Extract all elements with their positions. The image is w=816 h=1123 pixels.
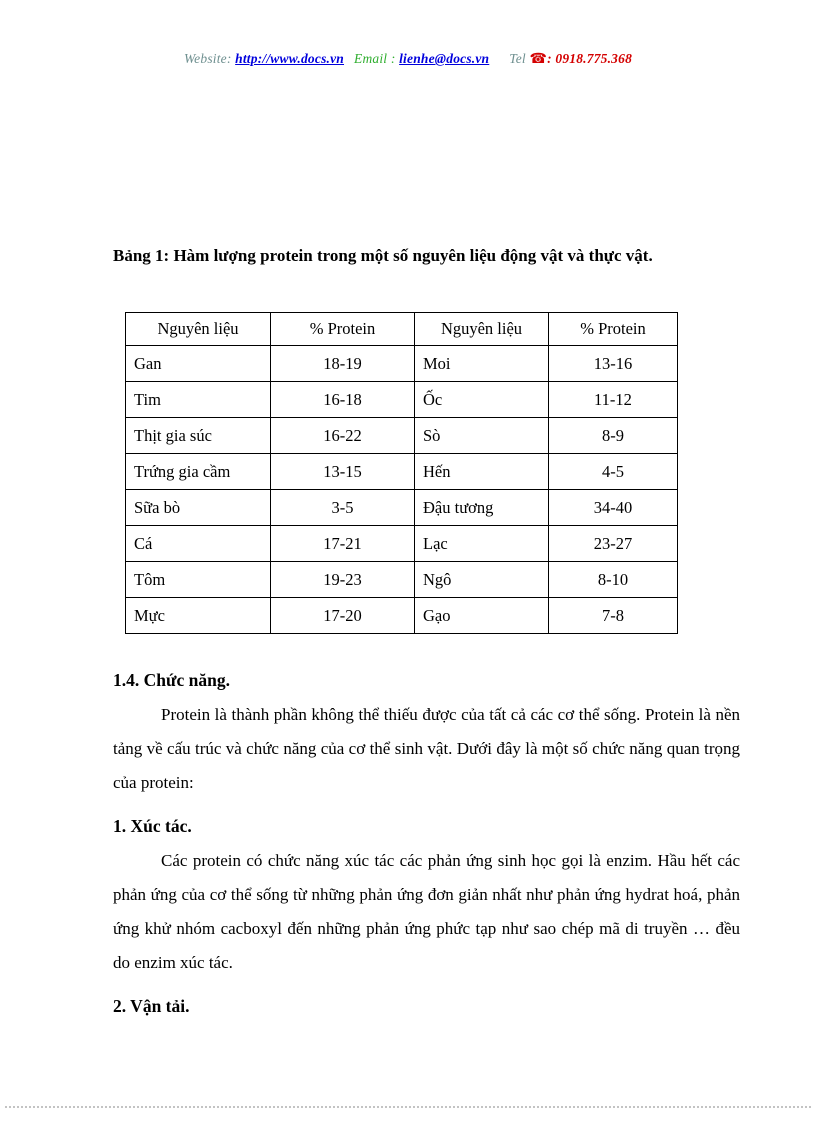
section-heading-van-tai: 2. Vận tải. xyxy=(113,996,190,1016)
table-cell-value: 13-15 xyxy=(271,454,415,490)
table-cell-value: 17-20 xyxy=(271,598,415,634)
table-cell-name: Đậu tương xyxy=(415,490,549,526)
protein-table xyxy=(125,312,678,634)
document-header xyxy=(0,51,816,68)
table-row xyxy=(126,454,678,490)
table-header-row xyxy=(126,313,678,346)
table-cell-name: Moi xyxy=(415,346,549,382)
table-row xyxy=(126,562,678,598)
table-cell-name: Mực xyxy=(126,598,271,634)
table-cell-name: Sữa bò xyxy=(126,490,271,526)
table-row xyxy=(126,490,678,526)
website-label: Website: xyxy=(183,51,236,66)
paragraph-chuc-nang: Protein là thành phần không thể thiếu được của tất cả các cơ thể sống. Protein là nền tảng về cấu trúc và chức năng của cơ thể sinh vật. Dưới đây là một số chức năng quan trọng của protein: xyxy=(113,705,740,792)
table-header-cell: Nguyên liệu xyxy=(126,313,271,346)
section-heading-chuc-nang: 1.4. Chức năng. xyxy=(113,670,230,690)
table-row xyxy=(126,382,678,418)
table-cell-value: 8-10 xyxy=(549,562,678,598)
table-cell-name: Trứng gia cầm xyxy=(126,454,271,490)
table-cell-value: 34-40 xyxy=(549,490,678,526)
document-content xyxy=(113,245,740,1024)
table-cell-name: Tôm xyxy=(126,562,271,598)
tel-label: Tel xyxy=(509,51,530,66)
table-cell-name: Thịt gia súc xyxy=(126,418,271,454)
table-row xyxy=(126,598,678,634)
table-cell-name: Ngô xyxy=(415,562,549,598)
table-cell-value: 23-27 xyxy=(549,526,678,562)
section-heading-xuc-tac: 1. Xúc tác. xyxy=(113,816,192,836)
table-cell-name: Lạc xyxy=(415,526,549,562)
website-link[interactable]: http://www.docs.vn xyxy=(235,51,345,66)
table-header-cell: % Protein xyxy=(549,313,678,346)
paragraph-xuc-tac: Các protein có chức năng xúc tác các phản ứng sinh học gọi là enzim. Hầu hết các phản ứng của cơ thể sống từ những phản ứng đơn giản nhất như phản ứng hydrat hoá, phản ứng khử nhóm cacboxyl đến những phản ứng phức tạp như sao chép mã di truyền … đều do enzim xúc tác. xyxy=(113,851,740,972)
email-label: Email : xyxy=(354,51,400,66)
table-header-cell: Nguyên liệu xyxy=(415,313,549,346)
table-cell-value: 13-16 xyxy=(549,346,678,382)
table-cell-name: Ốc xyxy=(415,382,549,418)
table-cell-value: 16-18 xyxy=(271,382,415,418)
table-cell-name: Gạo xyxy=(415,598,549,634)
table-cell-name: Sò xyxy=(415,418,549,454)
table-row xyxy=(126,418,678,454)
table-cell-value: 8-9 xyxy=(549,418,678,454)
table-cell-value: 18-19 xyxy=(271,346,415,382)
table-cell-value: 19-23 xyxy=(271,562,415,598)
email-link[interactable]: lienhe@docs.vn xyxy=(399,51,490,66)
phone-icon: ☎ xyxy=(529,52,548,67)
table-row xyxy=(126,346,678,382)
table-header-cell: % Protein xyxy=(271,313,415,346)
table-cell-value: 4-5 xyxy=(549,454,678,490)
table-cell-value: 16-22 xyxy=(271,418,415,454)
table-cell-name: Cá xyxy=(126,526,271,562)
table-row xyxy=(126,526,678,562)
table-cell-value: 3-5 xyxy=(271,490,415,526)
table-cell-value: 7-8 xyxy=(549,598,678,634)
table-cell-name: Tim xyxy=(126,382,271,418)
table-cell-value: 11-12 xyxy=(549,382,678,418)
page-footer-divider xyxy=(5,1106,811,1108)
table-cell-value: 17-21 xyxy=(271,526,415,562)
tel-number: : 0918.775.368 xyxy=(547,51,633,66)
table-cell-name: Hến xyxy=(415,454,549,490)
table-title: Bảng 1: Hàm lượng protein trong một số nguyên liệu động vật và thực vật. xyxy=(113,246,653,265)
table-cell-name: Gan xyxy=(126,346,271,382)
